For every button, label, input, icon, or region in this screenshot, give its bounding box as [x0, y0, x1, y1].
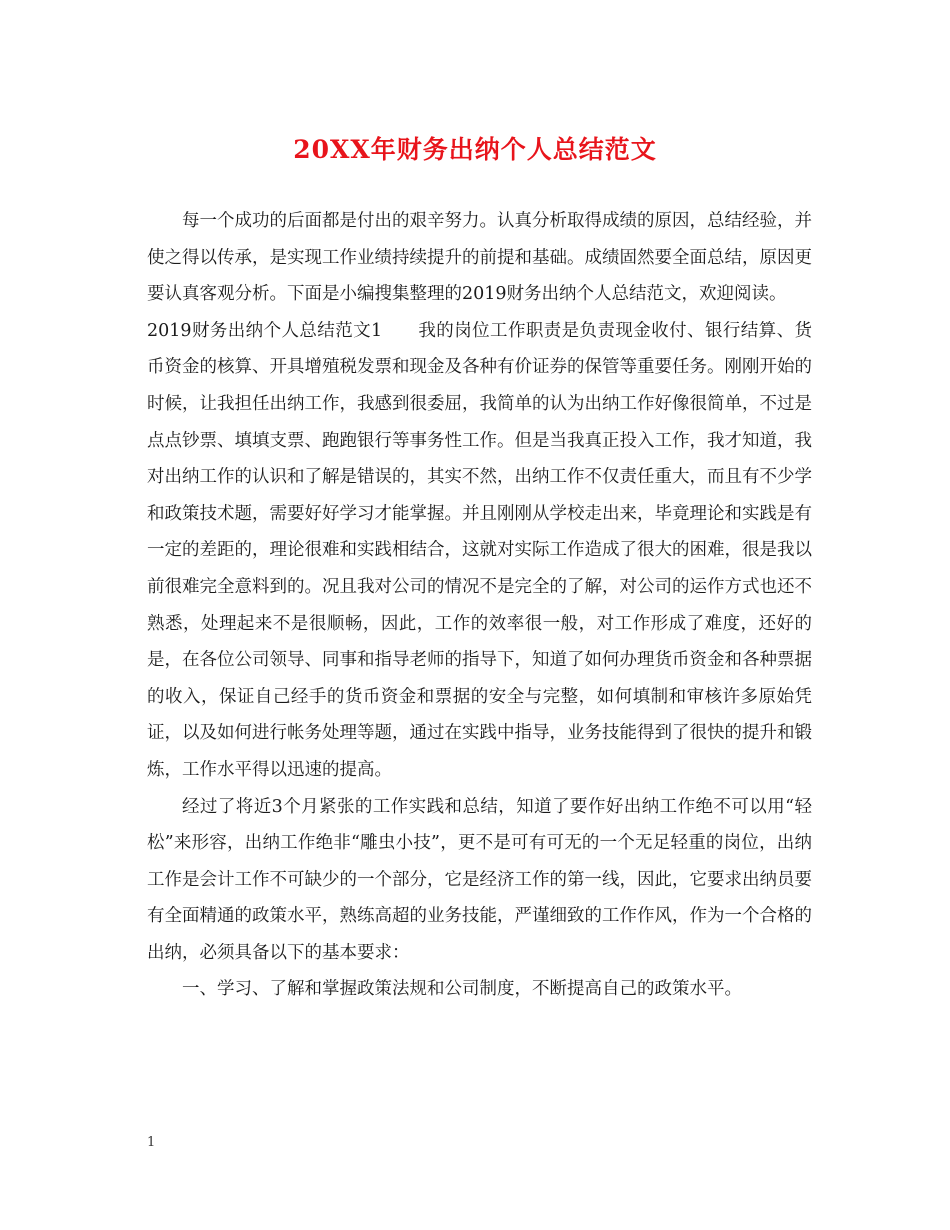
requirement-item-1: 一、学习、了解和掌握政策法规和公司制度，不断提高自己的政策水平。 [182, 979, 742, 1000]
section-1-paragraph: 2019财务出纳个人总结范文1 我的岗位工作职责是负责现金收付、银行结算、货币资金的核算、开具增殖税发票和现金及各种有价证券的保管等重要任务。刚刚开始的时候，让我担任出纳工作，我感到很委屈，我简单的认为出纳工作好像很简单，不过是点点钞票、填填支票、跑跑银行等事务性工作。但是当我真正投入工作，我才知道，我对出纳工作的认识和了解是错误的，其实不然，出纳工作不仅责任重大，而且有不少学和政策技术题，需要好好学习才能掌握。并且刚刚从学校走出来，毕竟理论和实践是有一定的差距的，理论很难和实践相结合，这就对实际工作造成了很大的困难，很是我以前很难完全意料到的。况且我对公司的情况不是完全的了解，对公司的运作方式也还不熟悉，处理起来不是很顺畅，因此，工作的效率很一般，对工作形成了难度，还好的是，在各位公司领导、同事和指导老师的指导下，知道了如何办理货币资金和各种票据的收入，保证自己经手的货币资金和票据的安全与完整，如何填制和审核许多原始凭证，以及如何进行帐务处理等题，通过在实践中指导，业务技能得到了很快的提升和锻炼，工作水平得以迅速的提高。 [147, 320, 812, 780]
page-number: 1 [147, 1135, 156, 1150]
intro-paragraph: 每一个成功的后面都是付出的艰辛努力。认真分析取得成绩的原因，总结经验，并使之得以传承，是实现工作业绩持续提升的前提和基础。成绩固然要全面总结，原因更要认真客观分析。下面是小编搜集整理的2019财务出纳个人总结范文，欢迎阅读。 [147, 211, 812, 305]
requirements-paragraph: 经过了将近3个月紧张的工作实践和总结，知道了要作好出纳工作绝不可以用“轻松”来形容，出纳工作绝非“雕虫小技”，更不是可有可无的一个无足轻重的岗位，出纳工作是会计工作不可缺少的一个部分，它是经济工作的第一线，因此，它要求出纳员要有全面精通的政策水平，熟练高超的业务技能，严谨细致的工作作风，作为一个合格的出纳，必须具备以下的基本要求： [147, 796, 812, 963]
document-title: 20XX年财务出纳个人总结范文 [293, 135, 657, 164]
document-body [147, 203, 812, 1008]
